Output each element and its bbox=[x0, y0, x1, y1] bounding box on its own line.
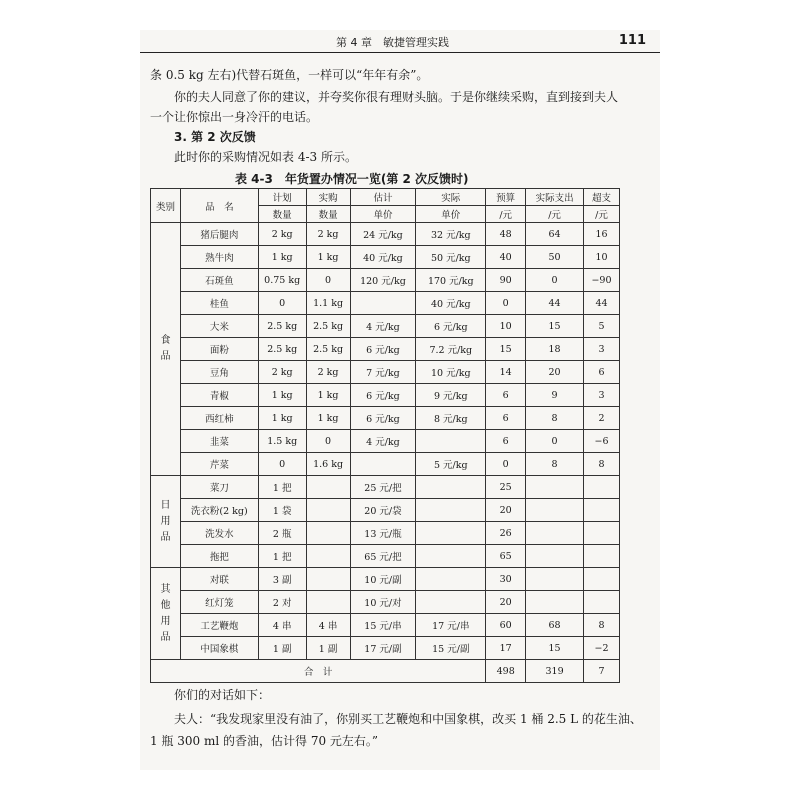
table-cell: 15 bbox=[526, 637, 584, 660]
table-cell bbox=[526, 522, 584, 545]
table-cell bbox=[584, 591, 620, 614]
table-cell: 0 bbox=[526, 269, 584, 292]
table-row bbox=[151, 591, 620, 614]
table-cell: 65 元/把 bbox=[350, 545, 416, 568]
table-cell: 20 bbox=[526, 361, 584, 384]
table-cell: 6 元/kg bbox=[350, 338, 416, 361]
table-cell: 48 bbox=[486, 223, 526, 246]
header-budget: 预算 bbox=[486, 189, 526, 206]
table-cell: 1.6 kg bbox=[306, 453, 350, 476]
table-cell: 1.5 kg bbox=[258, 430, 306, 453]
table-cell: 拖把 bbox=[180, 545, 258, 568]
table-cell: 熟牛肉 bbox=[180, 246, 258, 269]
table-cell: 25 元/把 bbox=[350, 476, 416, 499]
table-cell: 4 串 bbox=[258, 614, 306, 637]
header-actual-qty: 实购 bbox=[306, 189, 350, 206]
header-plan-qty-sub: 数量 bbox=[258, 206, 306, 223]
table-cell: 1.1 kg bbox=[306, 292, 350, 315]
table-cell: 0 bbox=[526, 430, 584, 453]
table-cell: 1 kg bbox=[306, 407, 350, 430]
header-item: 品 名 bbox=[180, 189, 258, 223]
table-cell: −90 bbox=[584, 269, 620, 292]
table-cell: 30 bbox=[486, 568, 526, 591]
table-cell: 15 元/串 bbox=[350, 614, 416, 637]
paragraph-2b: 一个让你惊出一身冷汗的电话。 bbox=[150, 110, 319, 124]
total-label: 合 计 bbox=[151, 660, 486, 683]
table-cell bbox=[306, 591, 350, 614]
table-row bbox=[151, 476, 620, 499]
table-cell: 0 bbox=[258, 453, 306, 476]
table-cell: 洗衣粉(2 kg) bbox=[180, 499, 258, 522]
table-cell: 菜刀 bbox=[180, 476, 258, 499]
table-cell bbox=[584, 545, 620, 568]
table-cell bbox=[306, 499, 350, 522]
table-row bbox=[151, 614, 620, 637]
table-cell: 2 kg bbox=[258, 223, 306, 246]
table-cell bbox=[416, 476, 486, 499]
table-cell: 1 kg bbox=[306, 246, 350, 269]
table-cell: 68 bbox=[526, 614, 584, 637]
page-header bbox=[140, 30, 660, 53]
table-cell: 14 bbox=[486, 361, 526, 384]
table-cell: 44 bbox=[584, 292, 620, 315]
table-cell: 9 元/kg bbox=[416, 384, 486, 407]
table-cell: 1 kg bbox=[258, 384, 306, 407]
table-cell bbox=[526, 476, 584, 499]
table-cell: 15 元/副 bbox=[416, 637, 486, 660]
dialog-line-1: 夫人：“我发现家里没有油了，你别买工艺鞭炮和中国象棋，改买 1 桶 2.5 L 的花生油、 bbox=[174, 712, 642, 726]
table-cell bbox=[416, 430, 486, 453]
table-cell: 40 元/kg bbox=[416, 292, 486, 315]
table-row bbox=[151, 568, 620, 591]
table-cell: 40 元/kg bbox=[350, 246, 416, 269]
table-cell: 3 bbox=[584, 338, 620, 361]
table-cell: 120 元/kg bbox=[350, 269, 416, 292]
header-actual-price-sub: 单价 bbox=[416, 206, 486, 223]
table-cell: 2 kg bbox=[258, 361, 306, 384]
section-heading: 3. 第 2 次反馈 bbox=[174, 130, 256, 144]
header-plan-qty: 计划 bbox=[258, 189, 306, 206]
table-cell: 1 kg bbox=[306, 384, 350, 407]
table-row bbox=[151, 338, 620, 361]
dialog-intro: 你们的对话如下： bbox=[174, 688, 271, 702]
table-cell: 0.75 kg bbox=[258, 269, 306, 292]
table-cell bbox=[526, 568, 584, 591]
table-cell: 2 kg bbox=[306, 223, 350, 246]
total-row bbox=[151, 660, 620, 683]
table-cell: 26 bbox=[486, 522, 526, 545]
table-cell: 红灯笼 bbox=[180, 591, 258, 614]
header-over: 超支 bbox=[584, 189, 620, 206]
paragraph-2a: 你的夫人同意了你的建议，并夸奖你很有理财头脑。于是你继续采购，直到接到夫人 bbox=[174, 90, 619, 104]
table-row bbox=[151, 637, 620, 660]
header-actual-qty-sub: 数量 bbox=[306, 206, 350, 223]
table-cell: 面粉 bbox=[180, 338, 258, 361]
table-row bbox=[151, 499, 620, 522]
table-cell: 4 串 bbox=[306, 614, 350, 637]
table-cell: 15 bbox=[486, 338, 526, 361]
table-cell bbox=[306, 545, 350, 568]
table-cell: 13 元/瓶 bbox=[350, 522, 416, 545]
table-cell bbox=[350, 453, 416, 476]
table-cell: 20 bbox=[486, 591, 526, 614]
table-cell: 6 bbox=[486, 407, 526, 430]
category-cell: 食 品 bbox=[151, 223, 181, 476]
table-cell: 5 bbox=[584, 315, 620, 338]
table-cell: 6 元/kg bbox=[350, 384, 416, 407]
table-cell: 0 bbox=[306, 430, 350, 453]
table-cell: 6 bbox=[486, 384, 526, 407]
table-cell: 4 元/kg bbox=[350, 315, 416, 338]
table-cell: 8 元/kg bbox=[416, 407, 486, 430]
table-cell: 170 元/kg bbox=[416, 269, 486, 292]
table-cell: 40 bbox=[486, 246, 526, 269]
table-cell: 20 bbox=[486, 499, 526, 522]
table-cell: 中国象棋 bbox=[180, 637, 258, 660]
table-row bbox=[151, 246, 620, 269]
table-cell: 2 bbox=[584, 407, 620, 430]
table-row bbox=[151, 545, 620, 568]
table-cell: 32 元/kg bbox=[416, 223, 486, 246]
table-cell: 6 元/kg bbox=[350, 407, 416, 430]
table-cell: 60 bbox=[486, 614, 526, 637]
table-cell: 15 bbox=[526, 315, 584, 338]
category-cell: 其 他 用 品 bbox=[151, 568, 181, 660]
table-cell bbox=[416, 499, 486, 522]
table-cell: −6 bbox=[584, 430, 620, 453]
table-row bbox=[151, 384, 620, 407]
table-cell: 3 bbox=[584, 384, 620, 407]
header-actual-spend: 实际支出 bbox=[526, 189, 584, 206]
table-cell: 5 元/kg bbox=[416, 453, 486, 476]
table-cell: 大米 bbox=[180, 315, 258, 338]
table-cell: 1 kg bbox=[258, 407, 306, 430]
table-cell: 2 对 bbox=[258, 591, 306, 614]
header-row-1 bbox=[151, 189, 620, 206]
table-row bbox=[151, 407, 620, 430]
table-cell: 16 bbox=[584, 223, 620, 246]
table-row bbox=[151, 361, 620, 384]
table-cell: 豆角 bbox=[180, 361, 258, 384]
table-cell: 10 元/副 bbox=[350, 568, 416, 591]
category-cell: 日 用 品 bbox=[151, 476, 181, 568]
table-cell: 9 bbox=[526, 384, 584, 407]
table-cell bbox=[416, 591, 486, 614]
table-cell: 20 元/袋 bbox=[350, 499, 416, 522]
table-cell: 0 bbox=[258, 292, 306, 315]
table-row bbox=[151, 315, 620, 338]
table-cell: 24 元/kg bbox=[350, 223, 416, 246]
table-cell bbox=[584, 568, 620, 591]
table-cell bbox=[306, 522, 350, 545]
paragraph-3: 此时你的采购情况如表 4-3 所示。 bbox=[174, 150, 357, 164]
table-caption: 表 4-3 年货置办情况一览(第 2 次反馈时) bbox=[235, 172, 469, 186]
table-row bbox=[151, 430, 620, 453]
table-row bbox=[151, 522, 620, 545]
table-cell: 韭菜 bbox=[180, 430, 258, 453]
table-cell: 50 bbox=[526, 246, 584, 269]
table-cell: 8 bbox=[584, 614, 620, 637]
table-cell bbox=[306, 476, 350, 499]
chapter-title: 第 4 章 敏捷管理实践 bbox=[336, 36, 449, 49]
paragraph-1: 条 0.5 kg 左右)代替石斑鱼，一样可以“年年有余”。 bbox=[150, 68, 429, 82]
table-cell: 1 把 bbox=[258, 476, 306, 499]
table-cell: 2 kg bbox=[306, 361, 350, 384]
table-cell: 4 元/kg bbox=[350, 430, 416, 453]
table-cell bbox=[416, 522, 486, 545]
total-budget: 498 bbox=[486, 660, 526, 683]
table-cell: 7 元/kg bbox=[350, 361, 416, 384]
table-body bbox=[151, 223, 620, 660]
dialog-line-2: 1 瓶 300 ml 的香油，估计得 70 元左右。” bbox=[150, 734, 379, 748]
table-cell: 0 bbox=[486, 453, 526, 476]
table-cell bbox=[584, 476, 620, 499]
page-number: 111 bbox=[618, 33, 646, 48]
purchase-table bbox=[150, 188, 620, 683]
table-cell bbox=[526, 591, 584, 614]
book-page bbox=[140, 30, 660, 770]
table-cell: 10 bbox=[486, 315, 526, 338]
table-cell: 17 bbox=[486, 637, 526, 660]
table-row bbox=[151, 453, 620, 476]
table-cell bbox=[584, 499, 620, 522]
table-cell: 65 bbox=[486, 545, 526, 568]
table-cell: 25 bbox=[486, 476, 526, 499]
table-cell: 1 袋 bbox=[258, 499, 306, 522]
table-cell: 90 bbox=[486, 269, 526, 292]
table-cell: 石斑鱼 bbox=[180, 269, 258, 292]
table-row bbox=[151, 223, 620, 246]
table-cell: 0 bbox=[486, 292, 526, 315]
table-cell: 17 元/副 bbox=[350, 637, 416, 660]
table-cell: 17 元/串 bbox=[416, 614, 486, 637]
total-actual: 319 bbox=[526, 660, 584, 683]
table-cell: 桂鱼 bbox=[180, 292, 258, 315]
table-cell: 1 kg bbox=[258, 246, 306, 269]
table-cell: −2 bbox=[584, 637, 620, 660]
table-cell: 6 元/kg bbox=[416, 315, 486, 338]
table-cell: 猪后腿肉 bbox=[180, 223, 258, 246]
table-cell: 2.5 kg bbox=[306, 315, 350, 338]
table-cell: 0 bbox=[306, 269, 350, 292]
table-row bbox=[151, 269, 620, 292]
table-cell: 44 bbox=[526, 292, 584, 315]
table-cell: 2.5 kg bbox=[306, 338, 350, 361]
table-cell: 18 bbox=[526, 338, 584, 361]
table-cell: 洗发水 bbox=[180, 522, 258, 545]
header-est-price: 估计 bbox=[350, 189, 416, 206]
table-row bbox=[151, 292, 620, 315]
table-cell: 7.2 元/kg bbox=[416, 338, 486, 361]
table-cell: 6 bbox=[584, 361, 620, 384]
table-cell: 对联 bbox=[180, 568, 258, 591]
table-cell: 6 bbox=[486, 430, 526, 453]
table-cell: 2 瓶 bbox=[258, 522, 306, 545]
table-cell bbox=[526, 499, 584, 522]
header-actual-price: 实际 bbox=[416, 189, 486, 206]
table-cell bbox=[416, 568, 486, 591]
table-cell: 8 bbox=[526, 407, 584, 430]
table-cell: 2.5 kg bbox=[258, 338, 306, 361]
header-budget-sub: /元 bbox=[486, 206, 526, 223]
table-cell bbox=[526, 545, 584, 568]
header-est-price-sub: 单价 bbox=[350, 206, 416, 223]
table-cell: 青椒 bbox=[180, 384, 258, 407]
table-cell: 1 副 bbox=[258, 637, 306, 660]
header-category: 类别 bbox=[151, 189, 181, 223]
table-cell: 10 元/kg bbox=[416, 361, 486, 384]
table-cell: 1 副 bbox=[306, 637, 350, 660]
table-cell: 64 bbox=[526, 223, 584, 246]
table-cell: 10 bbox=[584, 246, 620, 269]
total-over: 7 bbox=[584, 660, 620, 683]
table-cell: 西红柿 bbox=[180, 407, 258, 430]
table-cell: 工艺鞭炮 bbox=[180, 614, 258, 637]
table-cell: 1 把 bbox=[258, 545, 306, 568]
table-cell: 8 bbox=[526, 453, 584, 476]
table-cell: 8 bbox=[584, 453, 620, 476]
table-cell: 芹菜 bbox=[180, 453, 258, 476]
table-cell: 50 元/kg bbox=[416, 246, 486, 269]
table-cell bbox=[350, 292, 416, 315]
header-actual-spend-sub: /元 bbox=[526, 206, 584, 223]
table-cell bbox=[416, 545, 486, 568]
table-cell bbox=[306, 568, 350, 591]
table-cell: 2.5 kg bbox=[258, 315, 306, 338]
table-cell: 3 副 bbox=[258, 568, 306, 591]
table-cell: 10 元/对 bbox=[350, 591, 416, 614]
table-cell bbox=[584, 522, 620, 545]
header-over-sub: /元 bbox=[584, 206, 620, 223]
